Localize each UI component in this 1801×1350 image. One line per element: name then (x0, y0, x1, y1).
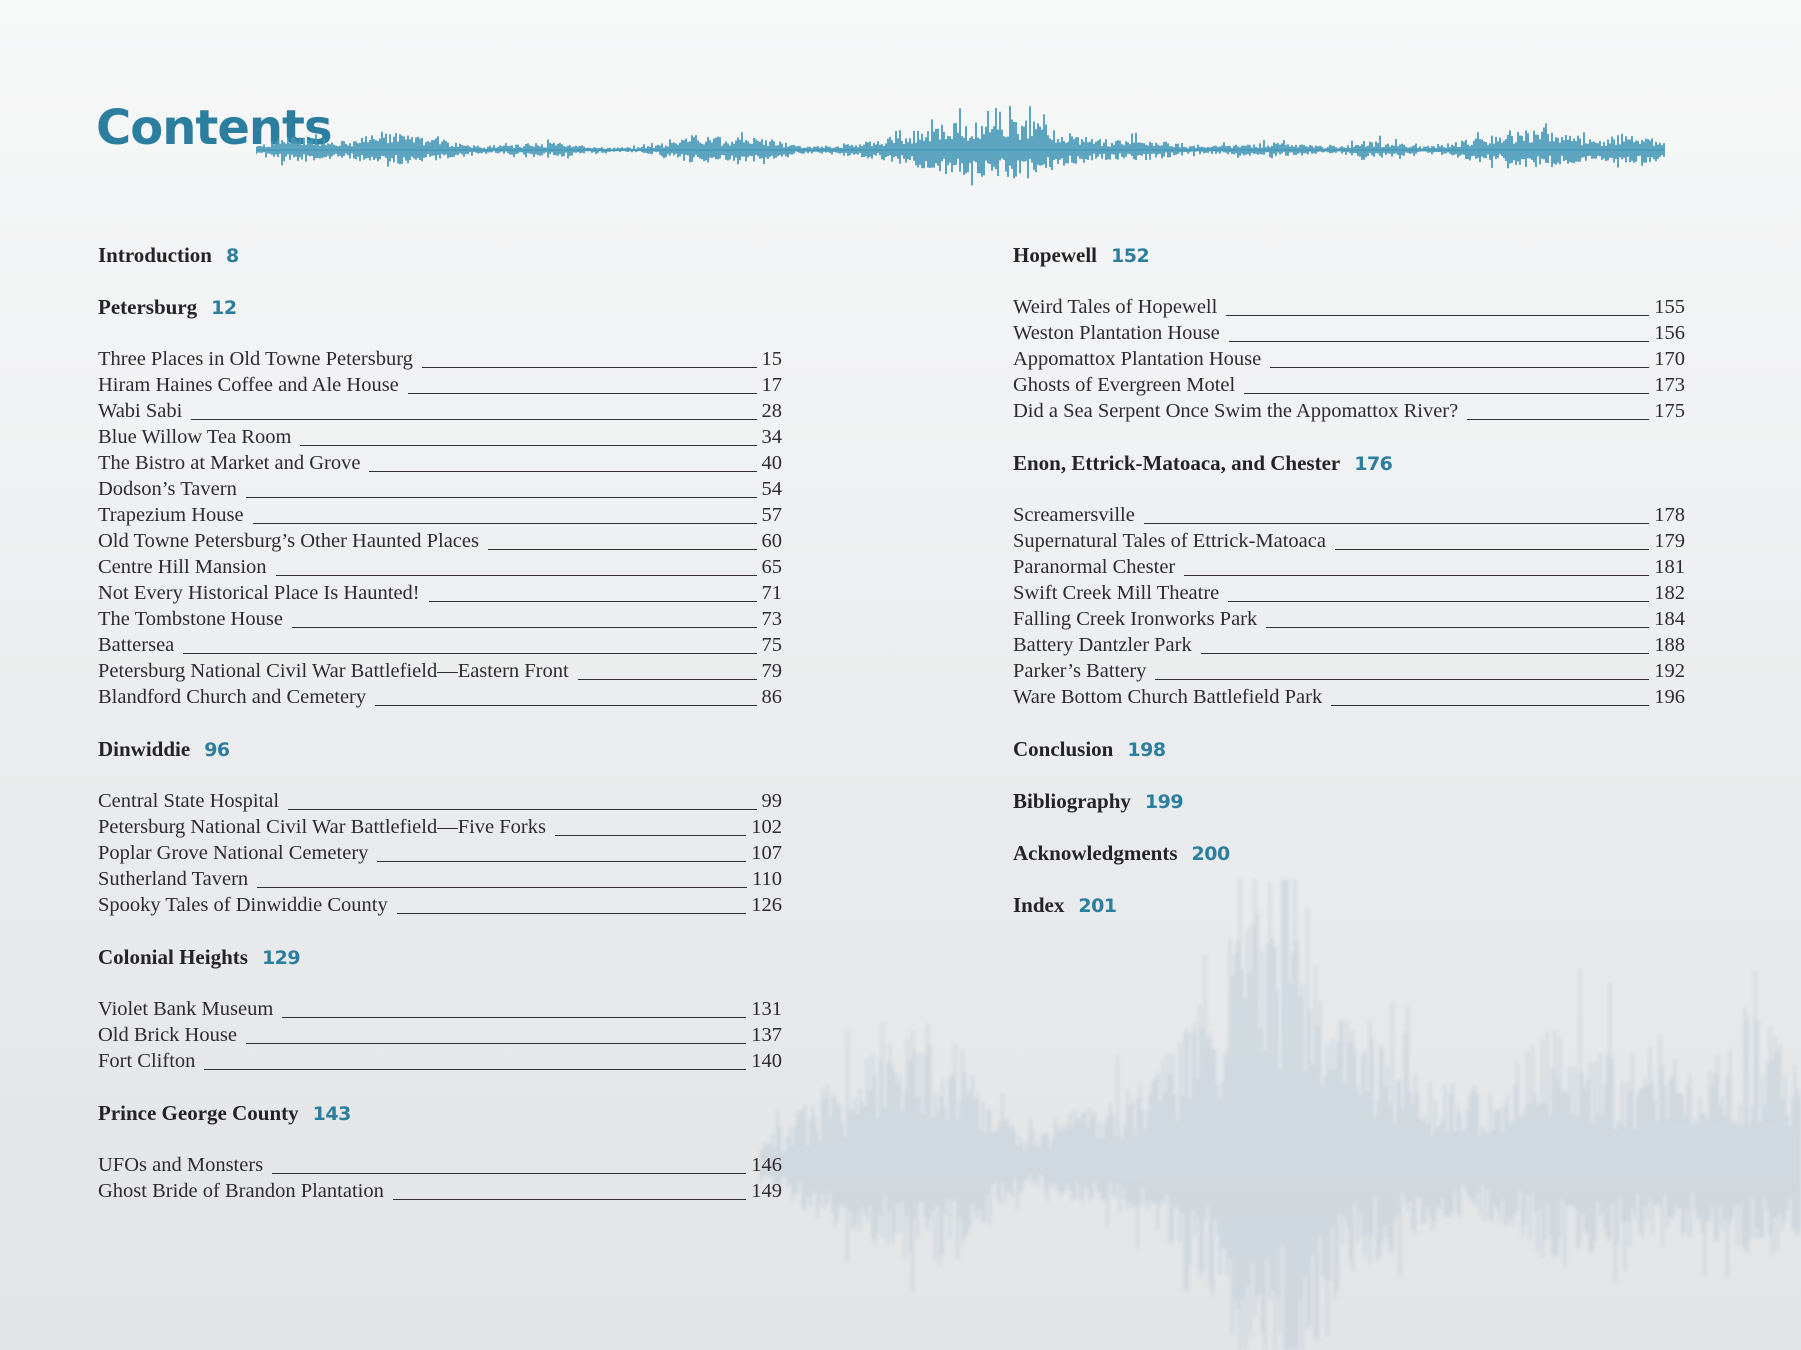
toc-section-title: Conclusion (1013, 737, 1114, 761)
toc-section (1013, 242, 1685, 424)
toc-entry-title: Swift Creek Mill Theatre (1013, 582, 1220, 604)
toc-leader-line (300, 424, 756, 446)
toc-entry-title: Three Places in Old Towne Petersburg (98, 348, 413, 370)
toc-leader-line (488, 528, 757, 550)
toc-section-heading (1013, 892, 1685, 918)
toc-section (98, 242, 782, 268)
toc-entry-title: Old Brick House (98, 1024, 237, 1046)
toc-entry-title: Petersburg National Civil War Battlefield—Eastern Front (98, 660, 569, 682)
toc-leader-line (1229, 320, 1650, 342)
toc-entry (1013, 684, 1685, 710)
toc-entry-title: Fort Clifton (98, 1050, 196, 1072)
toc-section-entries (98, 996, 782, 1074)
toc-entry-page-number: 173 (1654, 374, 1685, 396)
toc-section-heading (1013, 840, 1685, 866)
toc-leader-line (1228, 580, 1649, 602)
toc-section-title: Index (1013, 893, 1065, 917)
toc-leader-line (183, 632, 756, 654)
toc-entry (1013, 320, 1685, 346)
toc-leader-line (257, 866, 747, 888)
toc-entry (98, 346, 782, 372)
toc-section-heading (1013, 736, 1685, 762)
toc-entry-title: Supernatural Tales of Ettrick-Matoaca (1013, 530, 1326, 552)
toc-section-entries (1013, 502, 1685, 710)
toc-entry-title: Falling Creek Ironworks Park (1013, 608, 1258, 630)
toc-section-page-number: 198 (1127, 739, 1166, 761)
toc-leader-line (1467, 398, 1649, 420)
toc-entry-page-number: 182 (1654, 582, 1685, 604)
toc-entry (98, 814, 782, 840)
toc-entry-page-number: 107 (751, 842, 782, 864)
toc-entry-page-number: 156 (1654, 322, 1685, 344)
toc-entry-title: Screamersville (1013, 504, 1135, 526)
toc-entry (1013, 554, 1685, 580)
toc-entry (1013, 398, 1685, 424)
toc-section-page-number: 201 (1078, 895, 1117, 917)
toc-entry-page-number: 86 (761, 686, 782, 708)
toc-leader-line (276, 554, 757, 576)
toc-entry-title: The Tombstone House (98, 608, 283, 630)
toc-entry-title: Blue Willow Tea Room (98, 426, 292, 448)
toc-entry-page-number: 28 (761, 400, 782, 422)
waveform-watermark (760, 880, 1801, 1350)
toc-entry (1013, 502, 1685, 528)
toc-entry-page-number: 73 (761, 608, 782, 630)
toc-leader-line (578, 658, 757, 680)
toc-entry-title: Weston Plantation House (1013, 322, 1220, 344)
toc-entry-page-number: 179 (1654, 530, 1685, 552)
toc-section-title: Bibliography (1013, 789, 1131, 813)
toc-entry (98, 1178, 782, 1204)
toc-entry (1013, 580, 1685, 606)
toc-entry (98, 996, 782, 1022)
toc-entry-title: Battersea (98, 634, 175, 656)
toc-leader-line (246, 476, 757, 498)
toc-entry (98, 372, 782, 398)
toc-section-heading (98, 242, 782, 268)
toc-section-page-number: 129 (261, 947, 301, 969)
toc-entry-page-number: 146 (751, 1154, 782, 1176)
toc-entry-page-number: 188 (1654, 634, 1685, 656)
toc-section (1013, 736, 1685, 762)
toc-entry (1013, 658, 1685, 684)
toc-leader-line (393, 1178, 746, 1200)
toc-section-title: Hopewell (1013, 243, 1097, 267)
toc-leader-line (555, 814, 746, 836)
toc-leader-line (1184, 554, 1649, 576)
toc-entry-page-number: 192 (1654, 660, 1685, 682)
toc-leader-line (1201, 632, 1650, 654)
toc-entry-title: Paranormal Chester (1013, 556, 1176, 578)
toc-leader-line (272, 1152, 746, 1174)
toc-entry-title: Petersburg National Civil War Battlefield—Five Forks (98, 816, 546, 838)
toc-entry (98, 1022, 782, 1048)
toc-leader-line (397, 892, 747, 914)
toc-leader-line (204, 1048, 746, 1070)
toc-entry-title: Violet Bank Museum (98, 998, 274, 1020)
toc-entry (1013, 528, 1685, 554)
toc-entry-title: Not Every Historical Place Is Haunted! (98, 582, 420, 604)
toc-entry-page-number: 126 (751, 894, 782, 916)
toc-entry-page-number: 110 (752, 868, 782, 890)
toc-leader-line (377, 840, 746, 862)
toc-entry-page-number: 54 (761, 478, 782, 500)
toc-section-title: Petersburg (98, 295, 198, 319)
toc-entry (98, 684, 782, 710)
toc-section (1013, 840, 1685, 866)
toc-entry (98, 424, 782, 450)
toc-section-page-number: 143 (312, 1103, 351, 1125)
toc-entry-page-number: 184 (1654, 608, 1685, 630)
toc-entry-page-number: 60 (761, 530, 782, 552)
toc-section (98, 736, 782, 918)
toc-section-heading (98, 1100, 782, 1126)
toc-entry (98, 398, 782, 424)
toc-entry (98, 840, 782, 866)
toc-entry-page-number: 71 (761, 582, 782, 604)
toc-entry-page-number: 34 (761, 426, 782, 448)
toc-entry-title: UFOs and Monsters (98, 1154, 264, 1176)
toc-leader-line (369, 450, 756, 472)
toc-section-entries (98, 1152, 782, 1204)
toc-section-title: Dinwiddie (98, 737, 191, 761)
toc-entry-title: Ghosts of Evergreen Motel (1013, 374, 1236, 396)
toc-entry (98, 892, 782, 918)
waveform-flourish-icon (256, 106, 1666, 194)
toc-entry (98, 554, 782, 580)
toc-section-entries (98, 788, 782, 918)
toc-entry-title: Ghost Bride of Brandon Plantation (98, 1180, 384, 1202)
toc-entry-title: Trapezium House (98, 504, 244, 526)
toc-entry (98, 632, 782, 658)
toc-section (1013, 450, 1685, 710)
page-title: Contents (96, 100, 332, 156)
toc-leader-line (408, 372, 757, 394)
toc-leader-line (1335, 528, 1649, 550)
toc-section-heading (1013, 788, 1685, 814)
toc-entry-page-number: 57 (761, 504, 782, 526)
toc-leader-line (1155, 658, 1649, 680)
toc-section (98, 944, 782, 1074)
toc-entry-title: Centre Hill Mansion (98, 556, 267, 578)
toc-entry-title: Hiram Haines Coffee and Ale House (98, 374, 399, 396)
toc-entry-title: Appomattox Plantation House (1013, 348, 1262, 370)
toc-leader-line (282, 996, 746, 1018)
toc-leader-line (375, 684, 756, 706)
toc-entry-page-number: 40 (761, 452, 782, 474)
toc-section (1013, 892, 1685, 918)
toc-section-page-number: 12 (211, 297, 237, 319)
toc-entry-page-number: 137 (751, 1024, 782, 1046)
toc-section-page-number: 152 (1111, 245, 1150, 267)
toc-leader-line (1266, 606, 1649, 628)
toc-section-title: Colonial Heights (98, 945, 248, 969)
toc-entry-title: Parker’s Battery (1013, 660, 1147, 682)
toc-section-heading (98, 944, 782, 970)
toc-entry (1013, 346, 1685, 372)
toc-leader-line (1270, 346, 1649, 368)
toc-entry-page-number: 65 (761, 556, 782, 578)
toc-leader-line (422, 346, 757, 368)
toc-entry-title: Central State Hospital (98, 790, 280, 812)
toc-entry-page-number: 79 (761, 660, 782, 682)
toc-section-title: Prince George County (98, 1101, 299, 1125)
toc-entry-page-number: 170 (1654, 348, 1685, 370)
toc-entry-title: Weird Tales of Hopewell (1013, 296, 1218, 318)
toc-entry-title: Spooky Tales of Dinwiddie County (98, 894, 388, 916)
toc-column-left (98, 242, 782, 1204)
toc-entry-page-number: 178 (1654, 504, 1685, 526)
toc-section-page-number: 8 (225, 245, 239, 267)
toc-leader-line (292, 606, 757, 628)
toc-entry-page-number: 181 (1654, 556, 1685, 578)
toc-leader-line (253, 502, 757, 524)
toc-section-heading (98, 294, 782, 320)
toc-entry-page-number: 175 (1654, 400, 1685, 422)
toc-section-heading (98, 736, 782, 762)
toc-entry-page-number: 140 (751, 1050, 782, 1072)
toc-entry-page-number: 102 (751, 816, 782, 838)
toc-section-title: Introduction (98, 243, 212, 267)
toc-leader-line (1244, 372, 1649, 394)
toc-leader-line (246, 1022, 746, 1044)
toc-section-page-number: 200 (1191, 843, 1230, 865)
toc-entry-page-number: 17 (761, 374, 782, 396)
toc-entry (98, 866, 782, 892)
toc-column-right (1013, 242, 1685, 944)
toc-section (98, 294, 782, 710)
toc-entry-title: Blandford Church and Cemetery (98, 686, 367, 708)
toc-entry (98, 580, 782, 606)
toc-entry-page-number: 196 (1654, 686, 1685, 708)
toc-leader-line (191, 398, 756, 420)
toc-entry (98, 658, 782, 684)
toc-section-entries (98, 346, 782, 710)
toc-leader-line (288, 788, 756, 810)
toc-entry (98, 528, 782, 554)
toc-entry-title: Old Towne Petersburg’s Other Haunted Places (98, 530, 479, 552)
toc-entry-page-number: 15 (761, 348, 782, 370)
toc-entry (98, 450, 782, 476)
toc-section (98, 1100, 782, 1204)
toc-section-title: Enon, Ettrick-Matoaca, and Chester (1013, 451, 1341, 475)
toc-section-entries (1013, 294, 1685, 424)
toc-section-page-number: 96 (204, 739, 230, 761)
toc-section-heading (1013, 450, 1685, 476)
toc-section-page-number: 199 (1144, 791, 1184, 813)
toc-entry (1013, 606, 1685, 632)
toc-section-title: Acknowledgments (1013, 841, 1178, 865)
toc-section-heading (1013, 242, 1685, 268)
toc-leader-line (1144, 502, 1649, 524)
toc-leader-line (1226, 294, 1649, 316)
toc-entry (1013, 372, 1685, 398)
toc-entry-page-number: 99 (761, 790, 782, 812)
toc-leader-line (1331, 684, 1649, 706)
toc-entry-page-number: 75 (761, 634, 782, 656)
toc-entry (98, 502, 782, 528)
toc-entry (98, 1152, 782, 1178)
toc-entry (98, 476, 782, 502)
toc-entry-title: Did a Sea Serpent Once Swim the Appomattox River? (1013, 400, 1459, 422)
toc-entry-title: Ware Bottom Church Battlefield Park (1013, 686, 1323, 708)
toc-entry-page-number: 131 (751, 998, 782, 1020)
toc-entry-title: Dodson’s Tavern (98, 478, 237, 500)
toc-leader-line (429, 580, 757, 602)
toc-section (1013, 788, 1685, 814)
toc-entry (98, 1048, 782, 1074)
toc-entry-page-number: 155 (1654, 296, 1685, 318)
toc-entry (1013, 294, 1685, 320)
toc-entry-title: Sutherland Tavern (98, 868, 249, 890)
toc-entry-title: Poplar Grove National Cemetery (98, 842, 369, 864)
toc-section-page-number: 176 (1354, 453, 1393, 475)
toc-entry-title: Battery Dantzler Park (1013, 634, 1192, 656)
toc-entry (1013, 632, 1685, 658)
toc-entry-title: The Bistro at Market and Grove (98, 452, 361, 474)
toc-entry (98, 788, 782, 814)
toc-entry (98, 606, 782, 632)
toc-entry-page-number: 149 (751, 1180, 782, 1202)
toc-entry-title: Wabi Sabi (98, 400, 183, 422)
